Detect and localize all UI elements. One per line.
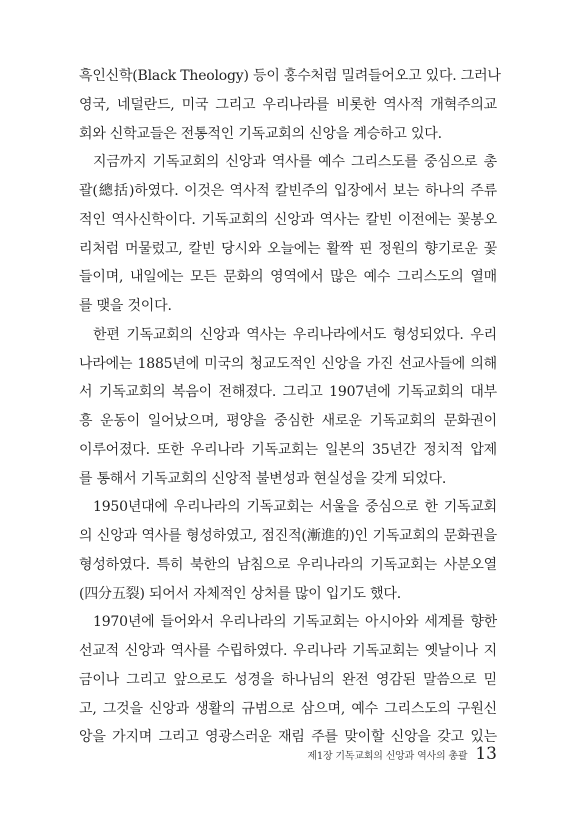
text-line: 한편 기독교회의 신앙과 역사는 우리나라에서도 형성되었다. 우리 — [93, 326, 497, 343]
text-line: 적인 역사신학이다. 기독교회의 신앙과 역사는 칼빈 이전에는 꽃봉오 — [79, 211, 497, 228]
text-line: 영국, 네덜란드, 미국 그리고 우리나라를 비롯한 역사적 개혁주의교 — [79, 96, 497, 113]
text-line: (四分五裂) 되어서 자체적인 상처를 많이 입기도 했다. — [79, 585, 401, 602]
text-line: 회와 신학교들은 전통적인 기독교회의 신앙을 계승하고 있다. — [79, 125, 442, 142]
text-line: 1950년대에 우리나라의 기독교회는 서울을 중심으로 한 기독교회 — [93, 499, 497, 516]
text-line: 괄(總括)하였다. 이것은 역사적 칼빈주의 입장에서 보는 하나의 주류 — [79, 183, 497, 199]
text-line: 이루어졌다. 또한 우리나라 기독교회는 일본의 35년간 정치적 압제 — [79, 441, 497, 458]
body-text — [79, 62, 501, 752]
text-line: 고, 그것을 신앙과 생활의 규범으로 삼으며, 예수 그리스도의 구원신 — [79, 700, 497, 717]
text-line: 리처럼 머물렀고, 칼빈 당시와 오늘에는 활짝 핀 정원의 향기로운 꽃 — [79, 240, 497, 257]
text-line: 형성하였다. 특히 북한의 남침으로 우리나라의 기독교회는 사분오열 — [79, 556, 497, 573]
text-line: 흥 운동이 일어났으며, 평양을 중심한 새로운 기독교회의 문화권이 — [79, 413, 497, 429]
text-line: 를 맺을 것이다. — [79, 298, 172, 314]
text-line: 흑인신학(Black Theology) 등이 홍수처럼 밀려들어오고 있다. 그러나 — [79, 68, 501, 84]
text-line: 금이나 그리고 앞으로도 성경을 하나님의 완전 영감된 말씀으로 믿 — [79, 671, 497, 688]
text-line: 앙을 가지며 그리고 영광스러운 재림 주를 맞이할 신앙을 갖고 있는 — [79, 729, 497, 746]
text-line: 의 신앙과 역사를 형성하였고, 점진적(漸進的)인 기독교회의 문화권을 — [79, 528, 497, 544]
running-head: 제1장 기독교회의 신앙과 역사의 총괄 — [307, 751, 468, 762]
text-line: 1970년에 들어와서 우리나라의 기독교회는 아시아와 세계를 향한 — [93, 614, 497, 631]
text-line: 나라에는 1885년에 미국의 청교도적인 신앙을 가진 선교사들에 의해 — [79, 355, 497, 372]
text-line: 를 통해서 기독교회의 신앙적 불변성과 현실성을 갖게 되었다. — [79, 470, 447, 487]
page-number: 13 — [475, 744, 497, 764]
text-line: 선교적 신앙과 역사를 수립하였다. 우리나라 기독교회는 옛날이나 지 — [79, 643, 497, 659]
text-line: 서 기독교회의 복음이 전해졌다. 그리고 1907년에 기독교회의 대부 — [79, 384, 497, 401]
page-footer — [307, 744, 497, 764]
text-line: 들이며, 내일에는 모든 문화의 영역에서 많은 예수 그리스도의 열매 — [79, 269, 497, 286]
text-line: 지금까지 기독교회의 신앙과 역사를 예수 그리스도를 중심으로 총 — [93, 154, 497, 171]
